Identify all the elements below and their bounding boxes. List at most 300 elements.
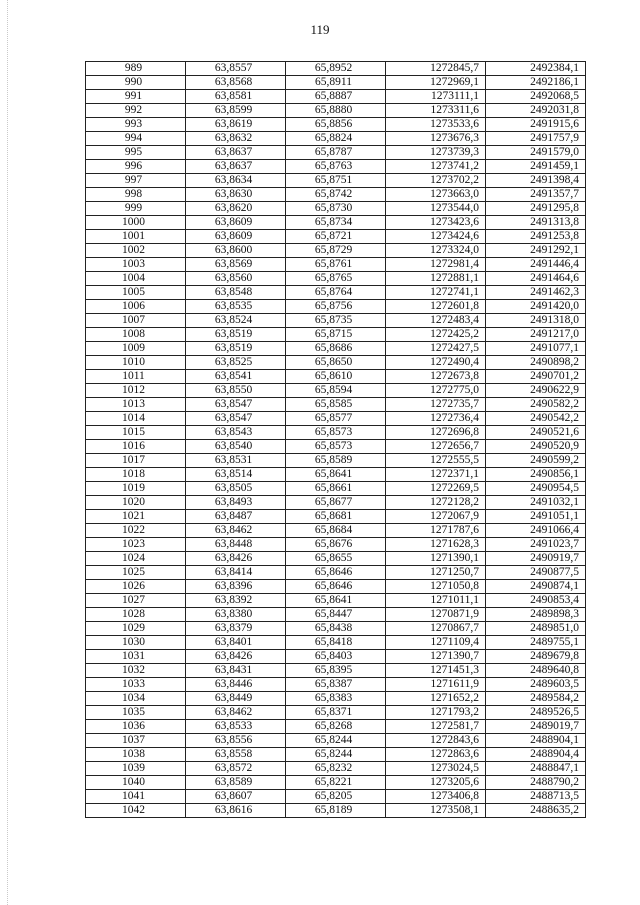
table-cell: 1272696,8 (386, 426, 486, 440)
table-cell: 65,8751 (286, 174, 386, 188)
table-cell: 65,8655 (286, 552, 386, 566)
table-cell: 1019 (86, 482, 186, 496)
table-cell: 63,8379 (186, 622, 286, 636)
table-cell: 2490622,9 (486, 384, 586, 398)
table-cell: 2488635,2 (486, 804, 586, 818)
table-cell: 1002 (86, 244, 186, 258)
table-cell: 995 (86, 146, 186, 160)
table-cell: 2491446,4 (486, 258, 586, 272)
table-row (86, 608, 586, 622)
table-cell: 993 (86, 118, 186, 132)
table-cell: 65,8715 (286, 328, 386, 342)
table-cell: 63,8619 (186, 118, 286, 132)
table-cell: 65,8856 (286, 118, 386, 132)
table-row (86, 370, 586, 384)
table-cell: 1273508,1 (386, 804, 486, 818)
table-cell: 2491757,9 (486, 132, 586, 146)
table-cell: 1272775,0 (386, 384, 486, 398)
table-cell: 1273533,6 (386, 118, 486, 132)
table-cell: 1272735,7 (386, 398, 486, 412)
table-cell: 63,8519 (186, 342, 286, 356)
table-cell: 1038 (86, 748, 186, 762)
table-cell: 1017 (86, 454, 186, 468)
table-row (86, 62, 586, 76)
table-cell: 1271109,4 (386, 636, 486, 650)
table-row (86, 342, 586, 356)
table-cell: 1273111,1 (386, 90, 486, 104)
table-cell: 1271628,3 (386, 538, 486, 552)
table-cell: 65,8610 (286, 370, 386, 384)
table-cell: 63,8637 (186, 146, 286, 160)
table-cell: 2489603,5 (486, 678, 586, 692)
table-cell: 65,8641 (286, 468, 386, 482)
table-cell: 65,8734 (286, 216, 386, 230)
table-cell: 997 (86, 174, 186, 188)
table-cell: 2489898,3 (486, 608, 586, 622)
table-cell: 1016 (86, 440, 186, 454)
table-cell: 1005 (86, 286, 186, 300)
table-cell: 65,8756 (286, 300, 386, 314)
table-cell: 65,8824 (286, 132, 386, 146)
table-cell: 65,8646 (286, 566, 386, 580)
table-row (86, 622, 586, 636)
table-cell: 65,8764 (286, 286, 386, 300)
table-cell: 63,8414 (186, 566, 286, 580)
table-cell: 2491579,0 (486, 146, 586, 160)
table-cell: 65,8952 (286, 62, 386, 76)
table-cell: 63,8609 (186, 216, 286, 230)
table-cell: 1273663,0 (386, 188, 486, 202)
table-cell: 1011 (86, 370, 186, 384)
table-cell: 1040 (86, 776, 186, 790)
table-cell: 65,8681 (286, 510, 386, 524)
table-cell: 63,8519 (186, 328, 286, 342)
table-cell: 65,8371 (286, 706, 386, 720)
table-cell: 1272601,8 (386, 300, 486, 314)
table-cell: 1270867,7 (386, 622, 486, 636)
table-cell: 65,8403 (286, 650, 386, 664)
table-cell: 1018 (86, 468, 186, 482)
table-row (86, 90, 586, 104)
table-row (86, 566, 586, 580)
table-cell: 2491398,4 (486, 174, 586, 188)
table-row (86, 202, 586, 216)
table-cell: 63,8396 (186, 580, 286, 594)
table-cell: 65,8650 (286, 356, 386, 370)
table-cell: 1020 (86, 496, 186, 510)
table-cell: 2491077,1 (486, 342, 586, 356)
table-row (86, 412, 586, 426)
table-cell: 63,8525 (186, 356, 286, 370)
table-cell: 1272427,5 (386, 342, 486, 356)
table-row (86, 132, 586, 146)
table-cell: 63,8632 (186, 132, 286, 146)
table-cell: 2491318,0 (486, 314, 586, 328)
table-cell: 1271451,3 (386, 664, 486, 678)
table-cell: 63,8462 (186, 524, 286, 538)
table-cell: 2491292,1 (486, 244, 586, 258)
table-cell: 1032 (86, 664, 186, 678)
table-cell: 2491032,1 (486, 496, 586, 510)
table-row (86, 678, 586, 692)
table-cell: 1008 (86, 328, 186, 342)
table-cell: 65,8729 (286, 244, 386, 258)
table-row (86, 664, 586, 678)
table-cell: 1027 (86, 594, 186, 608)
table-cell: 1036 (86, 720, 186, 734)
table-cell: 63,8630 (186, 188, 286, 202)
table-cell: 1035 (86, 706, 186, 720)
table-cell: 65,8189 (286, 804, 386, 818)
table-row (86, 426, 586, 440)
table-row (86, 692, 586, 706)
table-cell: 65,8641 (286, 594, 386, 608)
table-cell: 1273324,0 (386, 244, 486, 258)
table-cell: 65,8676 (286, 538, 386, 552)
table-cell: 65,8221 (286, 776, 386, 790)
table-cell: 1272656,7 (386, 440, 486, 454)
table-cell: 2491313,8 (486, 216, 586, 230)
table-row (86, 734, 586, 748)
table-cell: 1023 (86, 538, 186, 552)
table-cell: 63,8558 (186, 748, 286, 762)
table-row (86, 776, 586, 790)
table-cell: 65,8887 (286, 90, 386, 104)
table-row (86, 580, 586, 594)
table-cell: 2490542,2 (486, 412, 586, 426)
table-row (86, 356, 586, 370)
table-cell: 63,8600 (186, 244, 286, 258)
table-cell: 63,8589 (186, 776, 286, 790)
table-cell: 1272555,5 (386, 454, 486, 468)
table-cell: 1000 (86, 216, 186, 230)
table-cell: 63,8380 (186, 608, 286, 622)
table-cell: 2489640,8 (486, 664, 586, 678)
table-row (86, 496, 586, 510)
table-cell: 65,8244 (286, 734, 386, 748)
table-cell: 1273406,8 (386, 790, 486, 804)
table-cell: 2491357,7 (486, 188, 586, 202)
table-cell: 1033 (86, 678, 186, 692)
table-cell: 2488904,4 (486, 748, 586, 762)
table-cell: 996 (86, 160, 186, 174)
table-cell: 2492031,8 (486, 104, 586, 118)
table-cell: 1271787,6 (386, 524, 486, 538)
table-cell: 63,8607 (186, 790, 286, 804)
table-cell: 63,8535 (186, 300, 286, 314)
table-cell: 65,8577 (286, 412, 386, 426)
table-cell: 1042 (86, 804, 186, 818)
table-cell: 2489679,8 (486, 650, 586, 664)
table-cell: 1272490,4 (386, 356, 486, 370)
table-cell: 63,8637 (186, 160, 286, 174)
table-cell: 63,8547 (186, 398, 286, 412)
table-cell: 2490521,6 (486, 426, 586, 440)
table-cell: 1273741,2 (386, 160, 486, 174)
table-cell: 1009 (86, 342, 186, 356)
table-cell: 1271793,2 (386, 706, 486, 720)
table-cell: 1272845,7 (386, 62, 486, 76)
table-cell: 2492186,1 (486, 76, 586, 90)
table-cell: 1272863,6 (386, 748, 486, 762)
table-row (86, 552, 586, 566)
table-row (86, 454, 586, 468)
table-cell: 2490853,4 (486, 594, 586, 608)
table-cell: 1037 (86, 734, 186, 748)
table-cell: 1029 (86, 622, 186, 636)
table-cell: 63,8449 (186, 692, 286, 706)
table-cell: 65,8686 (286, 342, 386, 356)
table-cell: 1273702,2 (386, 174, 486, 188)
table-row (86, 160, 586, 174)
table-cell: 2489584,2 (486, 692, 586, 706)
table-cell: 63,8541 (186, 370, 286, 384)
table-cell: 65,8761 (286, 258, 386, 272)
table-row (86, 594, 586, 608)
table-cell: 1272843,6 (386, 734, 486, 748)
table-row (86, 244, 586, 258)
table-cell: 2491464,6 (486, 272, 586, 286)
table-cell: 65,8573 (286, 440, 386, 454)
table-cell: 63,8493 (186, 496, 286, 510)
table-row (86, 650, 586, 664)
table-cell: 2491915,6 (486, 118, 586, 132)
table-cell: 63,8446 (186, 678, 286, 692)
table-cell: 2488904,1 (486, 734, 586, 748)
table-cell: 1271050,8 (386, 580, 486, 594)
table-cell: 1272881,1 (386, 272, 486, 286)
table-cell: 65,8721 (286, 230, 386, 244)
table-cell: 2491051,1 (486, 510, 586, 524)
table-cell: 1031 (86, 650, 186, 664)
table-cell: 1004 (86, 272, 186, 286)
table-cell: 65,8880 (286, 104, 386, 118)
table-cell: 65,8573 (286, 426, 386, 440)
table-cell: 2490599,2 (486, 454, 586, 468)
table-cell: 2488790,2 (486, 776, 586, 790)
table-cell: 65,8677 (286, 496, 386, 510)
table-cell: 1034 (86, 692, 186, 706)
table-cell: 65,8395 (286, 664, 386, 678)
table-row (86, 188, 586, 202)
table-row (86, 762, 586, 776)
table-cell: 63,8543 (186, 426, 286, 440)
coordinates-table-body (86, 62, 586, 818)
table-cell: 1013 (86, 398, 186, 412)
table-cell: 65,8742 (286, 188, 386, 202)
table-cell: 63,8505 (186, 482, 286, 496)
table-cell: 1272673,8 (386, 370, 486, 384)
table-cell: 65,8765 (286, 272, 386, 286)
table-cell: 65,8205 (286, 790, 386, 804)
table-cell: 1025 (86, 566, 186, 580)
table-cell: 1272736,4 (386, 412, 486, 426)
table-cell: 65,8387 (286, 678, 386, 692)
table-cell: 1024 (86, 552, 186, 566)
table-row (86, 118, 586, 132)
table-cell: 63,8431 (186, 664, 286, 678)
table-cell: 63,8616 (186, 804, 286, 818)
table-cell: 1272969,1 (386, 76, 486, 90)
table-cell: 1273311,6 (386, 104, 486, 118)
table-row (86, 748, 586, 762)
table-cell: 65,8447 (286, 608, 386, 622)
table-cell: 65,8787 (286, 146, 386, 160)
table-cell: 63,8448 (186, 538, 286, 552)
table-cell: 63,8599 (186, 104, 286, 118)
table-cell: 1273676,3 (386, 132, 486, 146)
table-cell: 1039 (86, 762, 186, 776)
table-row (86, 384, 586, 398)
table-cell: 65,8594 (286, 384, 386, 398)
table-cell: 1272581,7 (386, 720, 486, 734)
table-cell: 63,8609 (186, 230, 286, 244)
table-cell: 2491066,4 (486, 524, 586, 538)
table-cell: 2490701,2 (486, 370, 586, 384)
table-cell: 1271390,7 (386, 650, 486, 664)
table-cell: 63,8401 (186, 636, 286, 650)
table-cell: 1271611,9 (386, 678, 486, 692)
table-cell: 63,8487 (186, 510, 286, 524)
table-row (86, 510, 586, 524)
table-cell: 65,8730 (286, 202, 386, 216)
table-cell: 65,8438 (286, 622, 386, 636)
table-cell: 63,8634 (186, 174, 286, 188)
table-cell: 2492068,5 (486, 90, 586, 104)
table-row (86, 300, 586, 314)
table-row (86, 328, 586, 342)
table-cell: 63,8514 (186, 468, 286, 482)
table-cell: 994 (86, 132, 186, 146)
table-cell: 2491420,0 (486, 300, 586, 314)
table-row (86, 104, 586, 118)
table-cell: 65,8418 (286, 636, 386, 650)
table-cell: 65,8684 (286, 524, 386, 538)
table-cell: 1273423,6 (386, 216, 486, 230)
table-cell: 1014 (86, 412, 186, 426)
table-cell: 2490954,5 (486, 482, 586, 496)
table-row (86, 538, 586, 552)
table-cell: 2488847,1 (486, 762, 586, 776)
table-row (86, 804, 586, 818)
table-row (86, 398, 586, 412)
table-cell: 63,8620 (186, 202, 286, 216)
table-cell: 1272741,1 (386, 286, 486, 300)
table-row (86, 468, 586, 482)
table-cell: 63,8533 (186, 720, 286, 734)
table-cell: 1272981,4 (386, 258, 486, 272)
table-cell: 65,8646 (286, 580, 386, 594)
table-cell: 65,8589 (286, 454, 386, 468)
table-cell: 1271390,1 (386, 552, 486, 566)
table-row (86, 482, 586, 496)
table-cell: 1273205,6 (386, 776, 486, 790)
table-cell: 1007 (86, 314, 186, 328)
table-row (86, 524, 586, 538)
table-cell: 998 (86, 188, 186, 202)
table-cell: 63,8581 (186, 90, 286, 104)
table-cell: 1271652,2 (386, 692, 486, 706)
table-row (86, 174, 586, 188)
table-cell: 2491462,3 (486, 286, 586, 300)
table-cell: 1003 (86, 258, 186, 272)
table-cell: 65,8661 (286, 482, 386, 496)
table-cell: 1272483,4 (386, 314, 486, 328)
table-cell: 2491023,7 (486, 538, 586, 552)
table-cell: 991 (86, 90, 186, 104)
table-cell: 2491459,1 (486, 160, 586, 174)
table-row (86, 258, 586, 272)
table-cell: 63,8547 (186, 412, 286, 426)
table-cell: 1272128,2 (386, 496, 486, 510)
table-cell: 2489526,5 (486, 706, 586, 720)
page-edge-line (7, 0, 8, 905)
table-cell: 992 (86, 104, 186, 118)
table-cell: 1015 (86, 426, 186, 440)
table-cell: 1001 (86, 230, 186, 244)
table-cell: 1271011,1 (386, 594, 486, 608)
table-cell: 2488713,5 (486, 790, 586, 804)
table-cell: 63,8556 (186, 734, 286, 748)
table-cell: 2489019,7 (486, 720, 586, 734)
table-cell: 2490919,7 (486, 552, 586, 566)
table-cell: 63,8560 (186, 272, 286, 286)
table-cell: 63,8426 (186, 650, 286, 664)
page-number: 119 (310, 22, 330, 37)
table-cell: 1041 (86, 790, 186, 804)
table-row (86, 272, 586, 286)
table-cell: 1272425,2 (386, 328, 486, 342)
table-cell: 2491253,8 (486, 230, 586, 244)
table-cell: 63,8568 (186, 76, 286, 90)
table-cell: 1022 (86, 524, 186, 538)
table-cell: 1272269,5 (386, 482, 486, 496)
table-row (86, 76, 586, 90)
table-cell: 1273024,5 (386, 762, 486, 776)
table-cell: 1012 (86, 384, 186, 398)
table-cell: 1030 (86, 636, 186, 650)
table-cell: 2491295,8 (486, 202, 586, 216)
table-cell: 1273424,6 (386, 230, 486, 244)
table-row (86, 230, 586, 244)
table-cell: 1026 (86, 580, 186, 594)
table-cell: 63,8572 (186, 762, 286, 776)
table-cell: 2489851,0 (486, 622, 586, 636)
table-cell: 63,8426 (186, 552, 286, 566)
table-cell: 65,8911 (286, 76, 386, 90)
table-cell: 63,8540 (186, 440, 286, 454)
table-cell: 1273739,3 (386, 146, 486, 160)
table-cell: 63,8392 (186, 594, 286, 608)
table-cell: 2490582,2 (486, 398, 586, 412)
table-cell: 1010 (86, 356, 186, 370)
table-cell: 65,8244 (286, 748, 386, 762)
table-cell: 63,8569 (186, 258, 286, 272)
table-row (86, 720, 586, 734)
table-row (86, 314, 586, 328)
table-cell: 63,8548 (186, 286, 286, 300)
table-cell: 2490520,9 (486, 440, 586, 454)
table-cell: 65,8383 (286, 692, 386, 706)
table-cell: 63,8524 (186, 314, 286, 328)
table-row (86, 706, 586, 720)
table-cell: 63,8550 (186, 384, 286, 398)
table-cell: 1272371,1 (386, 468, 486, 482)
table-cell: 65,8268 (286, 720, 386, 734)
table-cell: 1271250,7 (386, 566, 486, 580)
table-cell: 2491217,0 (486, 328, 586, 342)
table-cell: 989 (86, 62, 186, 76)
